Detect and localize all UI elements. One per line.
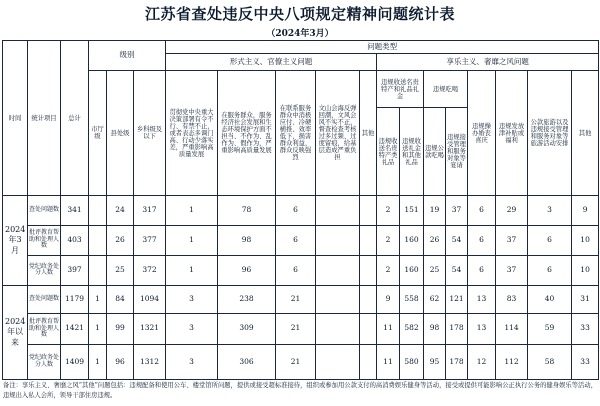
- footnote: 备注：享乐主义、奢靡之风“其他”问题包括：违规配备和使用公车、楼堂馆所问题，提供或接受超标准接待，组织或参加用公款支付的高消费娱乐健身等活动，接受或提供可能影响公正执行公务的健身娱乐等活动，违规出入私人会所，领导干部住房违规。: [3, 382, 597, 399]
- header-tourism: 公款旅游以及违规接受管理和服务对象等旅游活动安排: [528, 71, 572, 196]
- table-row: [3, 313, 599, 344]
- table-cell: 10: [572, 255, 599, 285]
- table-cell: 19: [424, 196, 446, 225]
- table-cell: 1: [166, 225, 218, 255]
- table-cell: 13: [468, 285, 496, 313]
- table-cell: 37: [496, 255, 528, 285]
- table-cell: 178: [446, 313, 468, 344]
- statistics-table: [2, 40, 599, 380]
- table-cell: 37: [496, 225, 528, 255]
- table-cell: 2: [377, 255, 400, 285]
- table-cell: 12: [468, 344, 496, 379]
- table-cell: 98: [218, 225, 276, 255]
- table-cell: 114: [496, 313, 528, 344]
- table-cell: [316, 344, 360, 379]
- table-cell: 9: [377, 285, 400, 313]
- table-cell: 25: [107, 255, 134, 285]
- header-eat-2: 违规接受管理和服务对象等宴请: [446, 108, 468, 196]
- table-cell: 98: [424, 313, 446, 344]
- table-cell: 112: [496, 344, 528, 379]
- table-cell: 21: [276, 285, 316, 313]
- header-formalism-2: 在服务群众，服务经济社会发展和生态环境保护方面不担当、不作为、乱作为、假作为，严重影响高质量发展: [218, 71, 276, 196]
- page-title: 江苏省查处违反中央八项规定精神问题统计表: [144, 5, 455, 23]
- header-time: 时间: [3, 41, 28, 196]
- table-cell: 21: [276, 344, 316, 379]
- table-cell: 6: [468, 255, 496, 285]
- table-cell: 377: [134, 225, 166, 255]
- table-cell: 54: [446, 225, 468, 255]
- table-cell: 3: [166, 344, 218, 379]
- table-cell: 3: [166, 313, 218, 344]
- table-cell: [360, 313, 377, 344]
- header-formalism-group: 形式主义、官僚主义问题: [166, 54, 377, 71]
- header-level-township: 乡科级及以下: [134, 71, 166, 196]
- header-gift-1: 违规收送名贵特产类礼品: [377, 108, 400, 196]
- table-cell: 33: [572, 313, 599, 344]
- table-row: [3, 344, 599, 379]
- header-level-city: 市厅级: [89, 71, 107, 196]
- header-hedonism-group: 享乐主义、奢靡之风问题: [377, 54, 599, 71]
- header-problem-type: 问题类型: [166, 41, 599, 54]
- table-cell: 1: [89, 313, 107, 344]
- table-cell: 58: [528, 344, 572, 379]
- table-cell: 6: [468, 196, 496, 225]
- header-item: 统计项目: [28, 41, 61, 196]
- table-cell: 6: [276, 255, 316, 285]
- table-cell: 96: [218, 255, 276, 285]
- table-cell: 1312: [134, 344, 166, 379]
- table-cell: 54: [446, 255, 468, 285]
- table-cell: 6: [276, 196, 316, 225]
- table-cell: 582: [400, 313, 424, 344]
- period-label: 2024年以来: [3, 285, 28, 379]
- table-cell: 24: [107, 196, 134, 225]
- table-cell: 11: [377, 313, 400, 344]
- table-cell: 37: [446, 196, 468, 225]
- table-row: [3, 196, 599, 225]
- table-cell: 40: [528, 285, 572, 313]
- table-cell: 10: [572, 225, 599, 255]
- table-cell: 558: [400, 285, 424, 313]
- table-cell: 1421: [61, 313, 89, 344]
- table-cell: 59: [528, 313, 572, 344]
- table-cell: 33: [572, 344, 599, 379]
- table-cell: 83: [496, 285, 528, 313]
- table-cell: 26: [107, 225, 134, 255]
- header-hedonism-other: 其他: [572, 71, 599, 196]
- table-cell: 1409: [61, 344, 89, 379]
- table-cell: 341: [61, 196, 89, 225]
- period-label: 2024年3月: [3, 196, 28, 285]
- table-cell: 13: [468, 313, 496, 344]
- table-row: [3, 285, 599, 313]
- table-cell: 160: [400, 255, 424, 285]
- header-eat-group: 违规吃喝: [424, 71, 468, 108]
- table-cell: 9: [572, 196, 599, 225]
- table-cell: 6: [528, 255, 572, 285]
- table-cell: 96: [107, 344, 134, 379]
- table-row: [3, 255, 599, 285]
- table-cell: 3: [528, 196, 572, 225]
- table-cell: [89, 196, 107, 225]
- table-cell: 317: [134, 196, 166, 225]
- header-gift-2: 违规收送礼金和其他礼品: [400, 108, 424, 196]
- table-cell: 151: [400, 196, 424, 225]
- table-cell: 21: [276, 313, 316, 344]
- header-wedding: 违规操办婚丧喜庆: [468, 71, 496, 196]
- table-cell: [316, 225, 360, 255]
- header-formalism-4: 文山会海反弹回潮，文风会风不实不正，督查检查考核过多过频、过度留痕，给基层造成严重负担: [316, 71, 360, 196]
- table-cell: [89, 255, 107, 285]
- header-formalism-1: 贯彻党中央重大决策部署有令不行、有禁不止，或者表态多调门高、行动少落实差，严重影响高质量发展: [166, 71, 218, 196]
- header-level-county: 县处级: [107, 71, 134, 196]
- table-cell: 31: [572, 285, 599, 313]
- header-eat-1: 违规公款吃喝: [424, 108, 446, 196]
- table-cell: 29: [496, 196, 528, 225]
- row-label: 批评教育帮助和处理人数: [28, 313, 61, 344]
- header-level: 级别: [89, 41, 166, 71]
- page-subtitle: （2024年3月）: [266, 29, 334, 39]
- row-label: 党纪政务处分人数: [28, 255, 61, 285]
- row-label: 批评教育帮助和处理人数: [28, 225, 61, 255]
- table-cell: 1321: [134, 313, 166, 344]
- table-cell: 3: [166, 285, 218, 313]
- table-cell: 26: [424, 225, 446, 255]
- table-body: [3, 196, 599, 380]
- table-cell: [360, 196, 377, 225]
- table-cell: 25: [424, 255, 446, 285]
- table-cell: 78: [218, 196, 276, 225]
- header-subsidy: 违规发放津补贴或福利: [496, 71, 528, 196]
- row-label: 查处问题数: [28, 285, 61, 313]
- table-cell: 1: [166, 255, 218, 285]
- table-cell: 1094: [134, 285, 166, 313]
- table-cell: 2: [377, 196, 400, 225]
- table-cell: 6: [528, 225, 572, 255]
- table-cell: 397: [61, 255, 89, 285]
- table-cell: [360, 255, 377, 285]
- table-cell: 99: [107, 313, 134, 344]
- table-cell: [316, 313, 360, 344]
- table-cell: 403: [61, 225, 89, 255]
- table-cell: 372: [134, 255, 166, 285]
- table-row: [3, 225, 599, 255]
- table-cell: 160: [400, 225, 424, 255]
- table-cell: 1: [166, 196, 218, 225]
- table-cell: 84: [107, 285, 134, 313]
- table-cell: 6: [276, 225, 316, 255]
- table-cell: 1: [89, 344, 107, 379]
- table-cell: 1179: [61, 285, 89, 313]
- table-cell: [316, 285, 360, 313]
- table-cell: [316, 255, 360, 285]
- table-cell: 1: [89, 285, 107, 313]
- table-cell: 306: [218, 344, 276, 379]
- table-cell: 6: [468, 225, 496, 255]
- header-formalism-3: 在联系服务群众中消极应付、冷硬横推、效率低下，损害群众利益，群众反映强烈: [276, 71, 316, 196]
- header-formalism-other: 其他: [360, 71, 377, 196]
- table-cell: 121: [446, 285, 468, 313]
- table-cell: [360, 344, 377, 379]
- table-cell: 309: [218, 313, 276, 344]
- table-cell: 62: [424, 285, 446, 313]
- table-cell: [360, 225, 377, 255]
- row-label: 党纪政务处分人数: [28, 344, 61, 379]
- header-total: 总计: [61, 41, 89, 196]
- table-cell: 95: [424, 344, 446, 379]
- table-cell: 2: [377, 225, 400, 255]
- table-cell: [316, 196, 360, 225]
- table-cell: 238: [218, 285, 276, 313]
- table-cell: 580: [400, 344, 424, 379]
- header-gift-group: 违规收送名贵特产和礼品礼金: [377, 71, 424, 108]
- table-cell: [360, 285, 377, 313]
- table-cell: 11: [377, 344, 400, 379]
- row-label: 查处问题数: [28, 196, 61, 225]
- table-cell: [89, 225, 107, 255]
- table-cell: 178: [446, 344, 468, 379]
